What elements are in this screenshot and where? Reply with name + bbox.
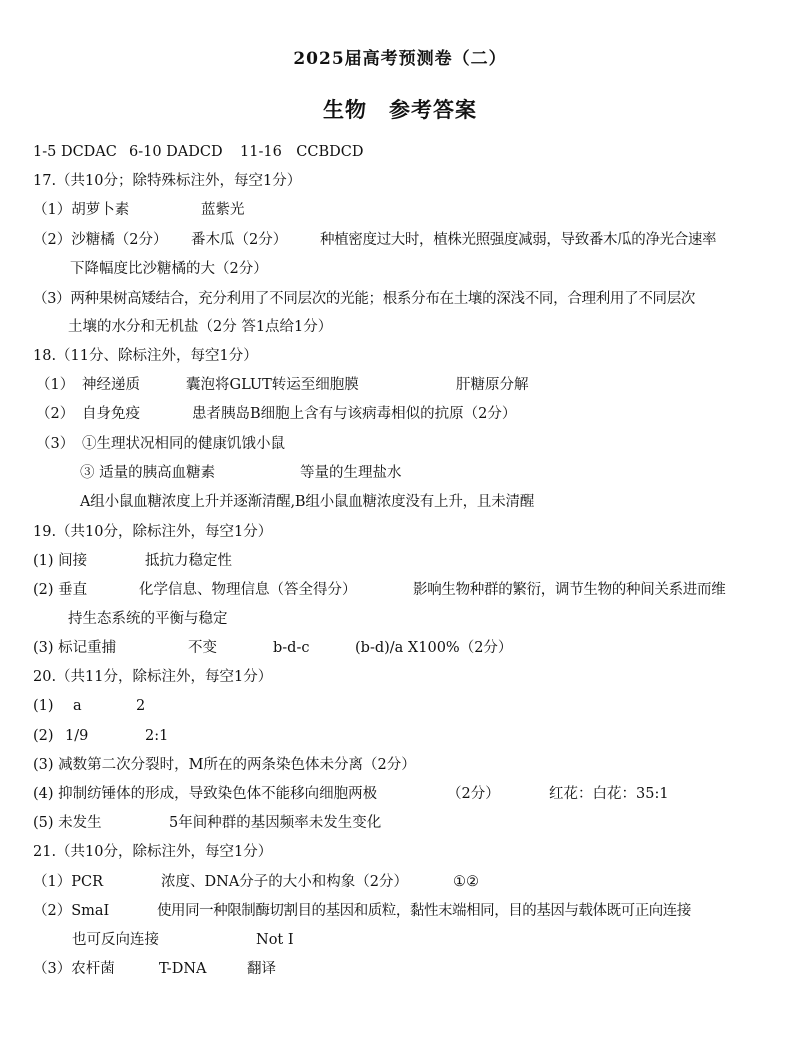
q18-a2-a: 自身免疫: [82, 406, 140, 422]
q19-a3-c: b-d-c: [273, 640, 310, 656]
q19-a2-label: (2) 垂直: [33, 582, 88, 598]
q18-answer-3: [36, 434, 736, 454]
q21-a2-cont: 也可反向连接: [72, 932, 159, 948]
q20-a4-label: (4) 抑制纺锤体的形成，导致染色体不能移向细胞两极: [33, 786, 378, 802]
q19-answer-1: [33, 551, 733, 571]
q20-a1-label: (1): [33, 698, 54, 714]
q20-a2-label: (2): [33, 728, 54, 744]
q20-a5-b: 5年间种群的基因频率未发生变化: [169, 815, 382, 831]
mcq-answers: [33, 142, 364, 162]
q17-answer-2-cont: 下降幅度比沙糖橘的大（2分）: [70, 261, 268, 277]
q17-a1-b: 蓝紫光: [201, 202, 245, 218]
q20-heading: 20.（共11分，除标注外，每空1分）: [33, 669, 273, 685]
q19-a1-b: 抵抗力稳定性: [145, 553, 232, 569]
mcq-group-2: 6-10 DADCD: [129, 144, 223, 160]
q19-answer-2-cont: 持生态系统的平衡与稳定: [68, 611, 228, 627]
q21-a1-label: （1）PCR: [33, 874, 103, 890]
q18-answer-3-b: [80, 463, 680, 483]
q19-a3-label: (3) 标记重捕: [33, 640, 117, 656]
q17-a2-label: （2）沙糖橘（2分）: [33, 232, 168, 248]
q18-a3-label: （3）: [36, 436, 75, 452]
q17-answer-3: （3）两种果树高矮结合，充分利用了不同层次的光能；根系分布在土壤的深浅不同，合理利用了不同层次: [33, 291, 696, 307]
q18-a3-a: ①生理状况相同的健康饥饿小鼠: [82, 436, 285, 452]
q21-a2-b: 使用同一种限制酶切割目的基因和质粒，黏性末端相同，目的基因与载体既可正向连接: [157, 903, 691, 919]
q18-a2-label: （2）: [36, 406, 75, 422]
q21-heading: 21.（共10分，除标注外，每空1分）: [33, 844, 273, 860]
q17-answer-3-cont: 土壤的水分和无机盐（2分 答1点给1分）: [68, 319, 333, 335]
q18-a2-b: 患者胰岛B细胞上含有与该病毒相似的抗原（2分）: [192, 406, 517, 422]
q21-answer-1: [33, 872, 633, 892]
q21-a2-label: （2）SmaI: [33, 903, 110, 919]
q19-a3-b: 不变: [188, 640, 217, 656]
q20-answer-1: [33, 696, 333, 716]
q21-answer-2: [33, 901, 773, 921]
q18-answer-1: [36, 375, 736, 395]
q19-heading: 19.（共10分，除标注外，每空1分）: [33, 524, 273, 540]
q18-a1-b: 囊泡将GLUT转运至细胞膜: [186, 377, 359, 393]
q20-a1-b: 2: [136, 698, 146, 714]
q18-a3-b1: ③ 适量的胰高血糖素: [80, 465, 216, 481]
q20-a2-b: 2:1: [145, 728, 169, 744]
q17-a1-label: （1）胡萝卜素: [33, 202, 130, 218]
q17-a2-b: 番木瓜（2分）: [191, 232, 288, 248]
q18-a1-a: 神经递质: [82, 377, 140, 393]
q19-a3-d: (b-d)/a X100%（2分）: [355, 640, 513, 656]
page-title: 2025届高考预测卷（二）: [293, 49, 507, 69]
q18-a3-b2: 等量的生理盐水: [300, 465, 402, 481]
q20-answer-4: [33, 784, 733, 804]
q21-a3-b: T-DNA: [159, 961, 207, 977]
q20-answer-5: [33, 813, 533, 833]
q21-a3-c: 翻译: [247, 961, 276, 977]
q18-a1-label: （1）: [36, 377, 75, 393]
mcq-group-3: 11-16 CCBDCD: [240, 144, 364, 160]
q18-answer-3-c: A组小鼠血糖浓度上升并逐渐清醒,B组小鼠血糖浓度没有上升，且未清醒: [80, 494, 535, 510]
q17-answer-1: [33, 200, 733, 220]
q19-answer-3: [33, 638, 733, 658]
q21-answer-3: [33, 959, 433, 979]
q17-heading: 17.（共10分；除特殊标注外，每空1分）: [33, 173, 302, 189]
q21-a3-label: （3）农杆菌: [33, 961, 115, 977]
q21-a1-c: ①②: [453, 874, 479, 890]
q18-heading: 18.（11分、除标注外，每空1分）: [33, 348, 258, 364]
q20-a4-b: （2分）: [447, 786, 500, 802]
q20-answer-3: (3) 减数第二次分裂时，M所在的两条染色体未分离（2分）: [33, 757, 416, 773]
q17-answer-2: [33, 230, 773, 250]
q19-answer-2: [33, 580, 773, 600]
q18-a1-c: 肝糖原分解: [456, 377, 529, 393]
mcq-group-1: 1-5 DCDAC: [33, 144, 117, 160]
q20-a1-a: a: [73, 698, 82, 714]
q20-a4-c: 红花：白花：35:1: [549, 786, 669, 802]
q19-a2-b: 化学信息、物理信息（答全得分）: [139, 582, 357, 598]
q21-a1-b: 浓度、DNA分子的大小和构象（2分）: [161, 874, 409, 890]
q21-answer-2-cont: [72, 930, 472, 950]
q20-answer-2: [33, 726, 333, 746]
q19-a1-label: (1) 间接: [33, 553, 88, 569]
q20-a5-label: (5) 未发生: [33, 815, 102, 831]
q20-a2-a: 1/9: [65, 728, 89, 744]
q17-a2-c: 种植密度过大时，植株光照强度减弱，导致番木瓜的净光合速率: [320, 232, 717, 248]
q19-a2-c: 影响生物种群的繁衍，调节生物的种间关系进而维: [413, 582, 726, 598]
q21-a2-c: Not I: [256, 932, 294, 948]
page-subtitle: 生物 参考答案: [323, 97, 477, 122]
q18-answer-2: [36, 404, 736, 424]
